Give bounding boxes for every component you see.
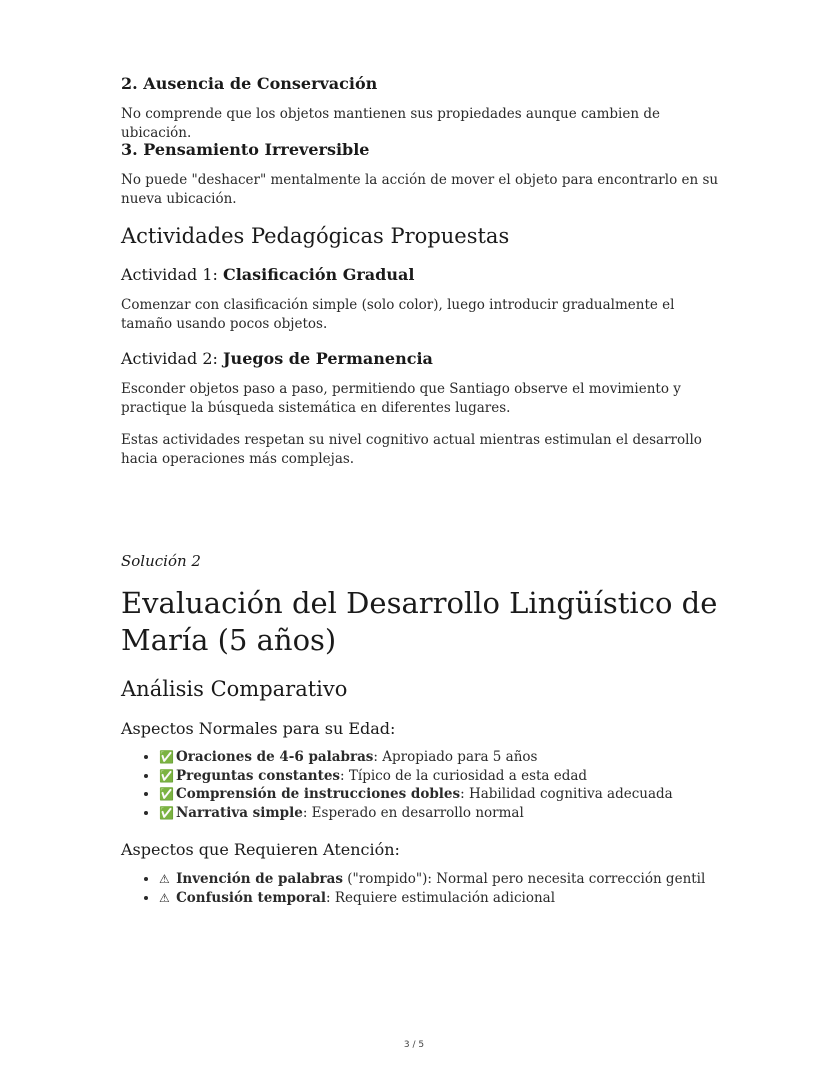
actividad-2-prefix: Actividad 2:: [121, 349, 223, 368]
heading-actividades-pedagogicas: Actividades Pedagógicas Propuestas: [121, 224, 510, 248]
list-item: [159, 748, 739, 767]
list-item: [159, 804, 739, 823]
list-item-term: Invención de palabras: [176, 871, 343, 887]
actividad-2-title: Juegos de Permanencia: [222, 349, 433, 368]
check-icon: ✅: [159, 750, 174, 764]
solution-kicker: Solución 2: [121, 552, 201, 570]
list-item-term: Preguntas constantes: [175, 767, 341, 784]
heading-aspectos-atencion: Aspectos que Requieren Atención:: [121, 840, 400, 859]
warning-icon: ⚠: [159, 872, 170, 886]
paragraph-actividad-2: Esconder objetos paso a paso, permitiendo que Santiago observe el movimiento y practique la búsqueda sistemática en diferentes lugares.: [121, 381, 681, 416]
list-item-term: Confusión temporal: [176, 889, 327, 906]
paragraph-actividad-1: Comenzar con clasificación simple (solo color), luego introducir gradualmente el tamaño usando pocos objetos.: [121, 297, 675, 332]
heading-pensamiento-irreversible: 3. Pensamiento Irreversible: [121, 140, 370, 159]
list-item-term: Oraciones de 4-6 palabras: [175, 749, 374, 765]
paragraph-pensamiento-irreversible: No puede "deshacer" mentalmente la acción de mover el objeto para encontrarlo en su nueva ubicación.: [121, 172, 719, 207]
heading-actividad-2: [121, 349, 433, 368]
list-item: [159, 889, 739, 908]
list-item-term: Comprensión de instrucciones dobles: [175, 786, 461, 802]
list-item-desc: : Típico de la curiosidad a esta edad: [340, 767, 588, 784]
heading-ausencia-conservacion: 2. Ausencia de Conservación: [121, 74, 378, 93]
list-item: [159, 767, 739, 786]
check-icon: ✅: [159, 768, 174, 783]
heading-aspectos-normales: Aspectos Normales para su Edad:: [121, 719, 396, 738]
check-icon: ✅: [159, 787, 174, 801]
paragraph-closing: Estas actividades respetan su nivel cognitivo actual mientras estimulan el desarrollo hacia operaciones más complejas.: [121, 432, 702, 467]
list-item: [159, 870, 739, 889]
actividad-1-title: Clasificación Gradual: [222, 265, 415, 284]
list-aspectos-normales: [141, 748, 739, 822]
page-title: Evaluación del Desarrollo Lingüístico de María (5 años): [121, 586, 718, 657]
warning-icon: ⚠: [159, 890, 170, 905]
actividad-1-prefix: Actividad 1:: [121, 265, 223, 284]
list-item-desc: : Habilidad cognitiva adecuada: [460, 786, 673, 802]
paragraph-ausencia-conservacion: No comprende que los objetos mantienen sus propiedades aunque cambien de ubicación.: [121, 106, 660, 141]
list-item-desc: : Esperado en desarrollo normal: [302, 804, 524, 821]
list-item-desc: : Apropiado para 5 años: [373, 749, 538, 765]
heading-actividad-1: [121, 265, 414, 284]
list-item-term: Narrativa simple: [175, 804, 303, 821]
list-item-desc: : Requiere estimulación adicional: [326, 889, 556, 906]
list-item: [159, 785, 739, 804]
heading-analisis-comparativo: Análisis Comparativo: [121, 677, 348, 701]
list-item-desc: ("rompido"): Normal pero necesita corrección gentil: [343, 871, 706, 887]
page-number: 3 / 5: [403, 1040, 425, 1050]
check-icon: ✅: [159, 805, 174, 820]
list-aspectos-atencion: [141, 870, 739, 907]
